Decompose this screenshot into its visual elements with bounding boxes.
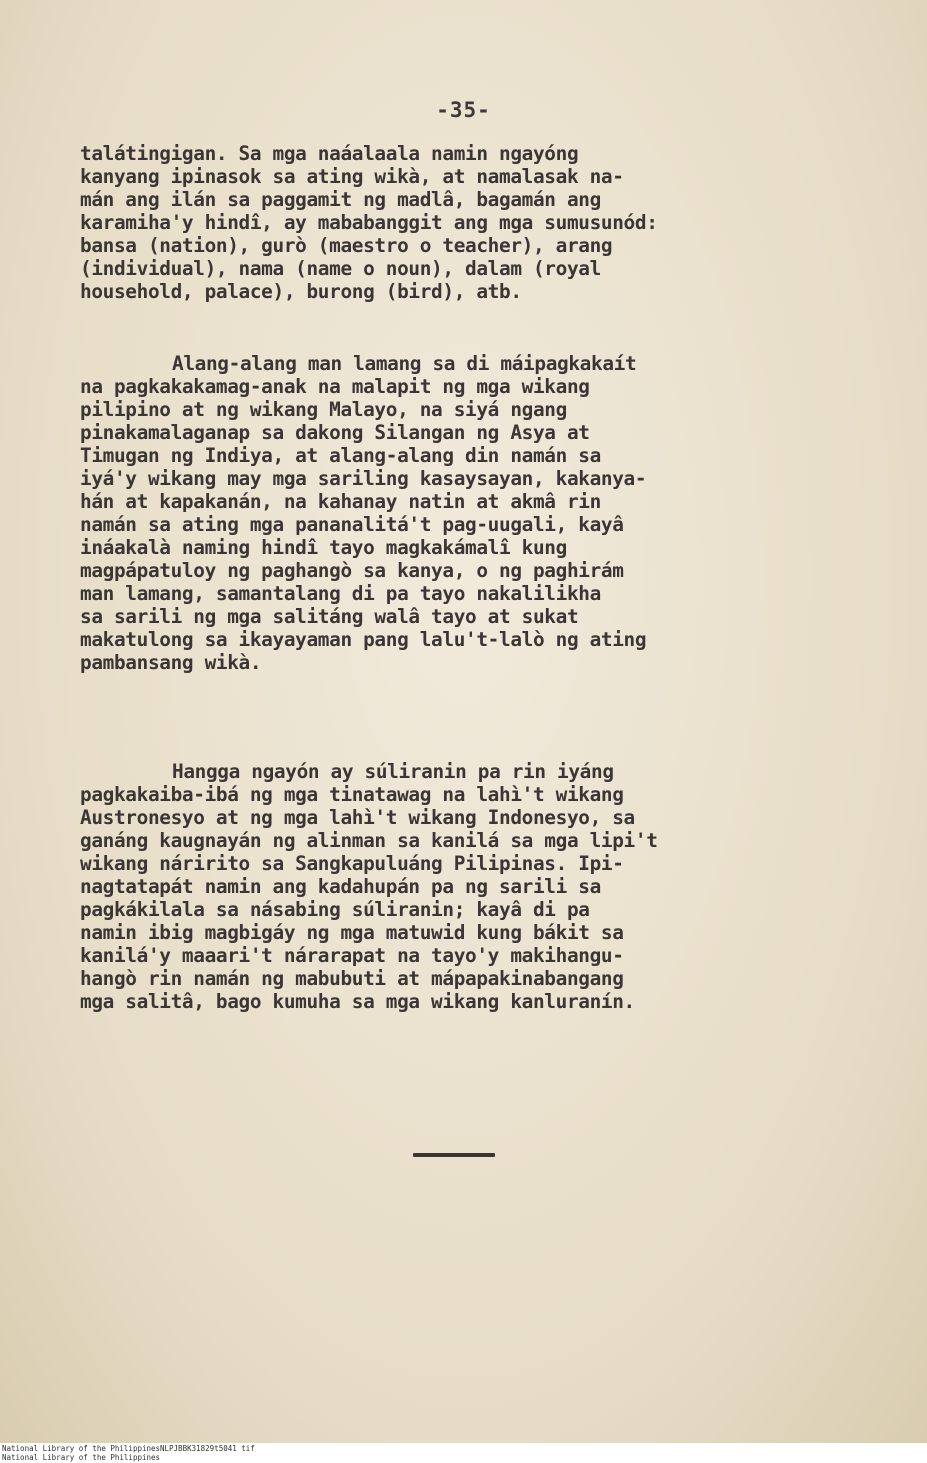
paragraph-3	[80, 760, 880, 1013]
text-line: kanilá'y maaari't nárarapat na tayo'y makihangu-	[80, 944, 624, 967]
paragraph-2	[80, 352, 880, 674]
text-line: household, palace), burong (bird), atb.	[80, 280, 522, 303]
text-line: namin ibig magbigáy ng mga matuwid kung bákit sa	[80, 921, 624, 944]
text-line: Hangga ngayón ay súliranin pa rin iyáng	[172, 760, 614, 783]
text-line: nagtatapát namin ang kadahupán pa ng sarili sa	[80, 875, 601, 898]
page-number: -35-	[436, 98, 491, 122]
text-line: pilipino at ng wikang Malayo, na siyá ngang	[80, 398, 567, 421]
text-line: pagkákilala sa násabing súliranin; kayâ di pa	[80, 898, 590, 921]
text-line: Timugan ng Indiya, at alang-alang din namán sa	[80, 444, 601, 467]
text-line: karamiha'y hindî, ay mababanggit ang mga sumusunód:	[80, 211, 658, 234]
text-line: pambansang wikà.	[80, 651, 262, 674]
section-end-rule	[413, 1153, 495, 1157]
text-line: talátingigan. Sa mga naáalaala namin ngayóng	[80, 142, 579, 165]
text-line: makatulong sa ikayayaman pang lalu't-lalò ng ating	[80, 628, 647, 651]
text-line: pagkakaiba-ibá ng mga tinatawag na lahì't wikang	[80, 783, 624, 806]
text-line: wikang náririto sa Sangkapuluáng Pilipinas. Ipi-	[80, 852, 624, 875]
archive-footer	[0, 1443, 927, 1463]
text-line: kanyang ipinasok sa ating wikà, at namalasak na-	[80, 165, 624, 188]
text-line: ganáng kaugnayán ng alinman sa kanilá sa mga lipi't	[80, 829, 658, 852]
text-line: mga salitâ, bago kumuha sa mga wikang kanluranín.	[80, 990, 635, 1013]
text-line: mán ang ilán sa paggamit ng madlâ, bagamán ang	[80, 188, 601, 211]
text-line: sa sarili ng mga salitáng walâ tayo at sukat	[80, 605, 579, 628]
text-line: bansa (nation), gurò (maestro o teacher), arang	[80, 234, 613, 257]
text-line: namán sa ating mga pananalitá't pag-uugali, kayâ	[80, 513, 624, 536]
text-line: Austronesyo at ng mga lahì't wikang Indonesyo, sa	[80, 806, 635, 829]
text-line: magpápatuloy ng paghangò sa kanya, o ng paghirám	[80, 559, 624, 582]
text-line: ináakalà naming hindî tayo magkakámalî kung	[80, 536, 567, 559]
text-line: hán at kapakanán, na kahanay natin at akmâ rin	[80, 490, 601, 513]
text-line: na pagkakakamag-anak na malapit ng mga wikang	[80, 375, 590, 398]
text-line: pinakamalaganap sa dakong Silangan ng Asya at	[80, 421, 590, 444]
footer-file-id: NLPJBBK31829t5041 tif	[160, 1444, 255, 1453]
text-line: man lamang, samantalang di pa tayo nakalilikha	[80, 582, 601, 605]
text-line: (individual), nama (name o noun), dalam (royal	[80, 257, 601, 280]
text-line: hangò rin namán ng mabubuti at mápapakinabangang	[80, 967, 624, 990]
paragraph-1	[80, 142, 880, 303]
text-line: iyá'y wikang may mga sariling kasaysayan, kakanya-	[80, 467, 647, 490]
footer-source-line: National Library of the Philippines	[2, 1453, 161, 1462]
footer-source-line: National Library of the Philippines	[2, 1444, 161, 1453]
text-line: Alang-alang man lamang sa di máipagkakaít	[172, 352, 637, 375]
